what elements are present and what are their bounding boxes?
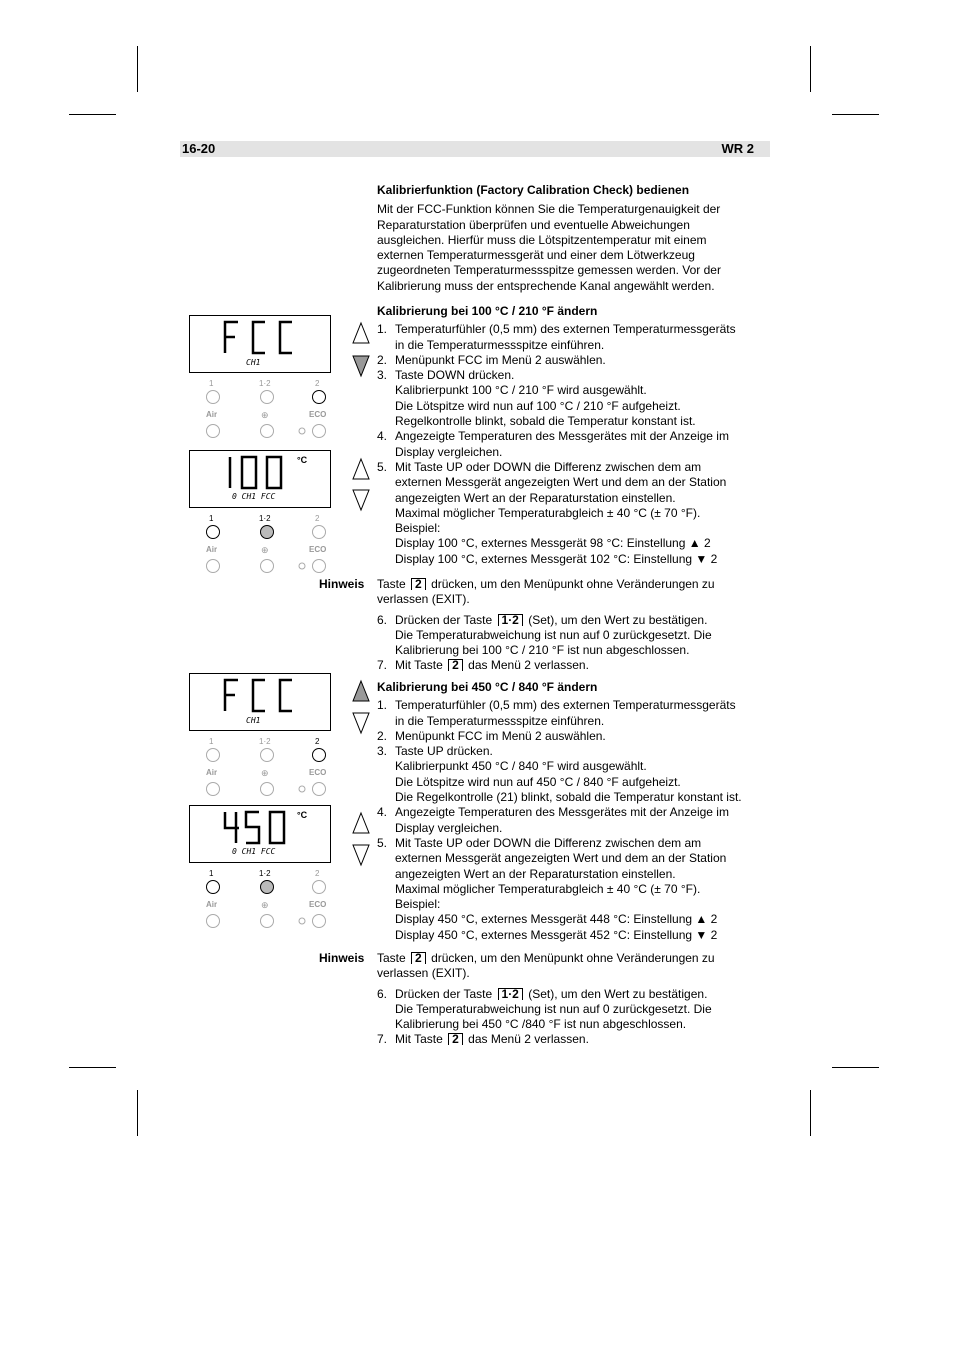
up-arrow-icon (351, 321, 371, 345)
hinweis-label: Hinweis (319, 951, 365, 965)
air-label: Air (206, 900, 218, 909)
text: verlassen (EXIT). (377, 592, 470, 607)
button-panel (189, 376, 339, 440)
key-2-icon: 2 (411, 952, 426, 964)
list-item (377, 836, 772, 943)
list-item (377, 353, 772, 368)
key-label-1: 1 (209, 379, 214, 388)
item-number: 6. (377, 612, 388, 627)
item-line: externen Messgerät angezeigten Wert und dem an der Station (395, 475, 727, 490)
key-label-2: 2 (315, 869, 320, 878)
crop-mark (137, 46, 138, 92)
list-item (377, 658, 772, 673)
lcd-display-450 (189, 805, 331, 863)
button-panel (189, 511, 339, 575)
lcd-subtext: CH1 (246, 716, 261, 725)
lcd-subtext: 0 CH1 FCC (232, 847, 276, 856)
vacuum-icon: ⊕ (261, 410, 269, 420)
section-450 (377, 680, 772, 943)
list-item (377, 744, 772, 805)
text: Taste (377, 577, 406, 591)
down-arrow-icon (351, 711, 371, 735)
text: Drücken der Taste (395, 986, 493, 1001)
crop-mark (810, 1090, 811, 1136)
item-line: Mit Taste UP oder DOWN die Differenz zwischen dem am (395, 835, 702, 850)
intro-line: ausgleichen. Hierfür muss die Lötspitzentemperatur mit einem (377, 232, 707, 247)
item-line: Kalibrierpunkt 450 °C / 840 °F wird ausgewählt. (395, 759, 647, 774)
item-line: Beispiel: (395, 897, 441, 912)
key-label-12: 1·2 (259, 379, 271, 388)
eco-label: ECO (309, 545, 327, 554)
air-label: Air (206, 768, 218, 777)
key-2-icon: 2 (411, 578, 426, 590)
hinweis-100 (377, 577, 772, 674)
list-item (377, 1032, 772, 1047)
section-100 (377, 304, 772, 567)
item-line: Die Regelkontrolle (21) blinkt, sobald die Temperatur konstant ist. (395, 790, 742, 805)
intro-line: zugeordneten Temperaturmessspitze gemessen werden. Vor der (377, 263, 721, 278)
lcd-subtext: CH1 (246, 358, 261, 367)
item-line: Temperaturfühler (0,5 mm) des externen Temperaturmessgeräts (395, 322, 736, 337)
item-number: 1. (377, 698, 388, 713)
list-item (377, 698, 772, 729)
key-2-icon: 2 (448, 1033, 463, 1045)
lcd-unit: °C (297, 810, 308, 820)
eco-label: ECO (309, 900, 327, 909)
up-arrow-icon (351, 811, 371, 835)
vacuum-icon: ⊕ (261, 545, 269, 555)
item-line: angezeigten Wert an der Reparaturstation einstellen. (395, 866, 676, 881)
model-name: WR 2 (721, 141, 754, 156)
lcd-unit: °C (297, 455, 308, 465)
hinweis-label: Hinweis (319, 577, 365, 591)
item-line: Menüpunkt FCC im Menü 2 auswählen. (395, 352, 606, 367)
intro-line: Reparaturstation überprüfen und eventuelle Abweichungen (377, 217, 690, 232)
text: Kalibrierung bei 100 °C / 210 °F ist nun abgeschlossen. (395, 643, 690, 658)
text: Taste (377, 951, 406, 965)
section-title: Kalibrierung bei 450 °C / 840 °F ändern (377, 680, 598, 694)
intro-title: Kalibrierfunktion (Factory Calibration Check) bedienen (377, 183, 690, 197)
button-panel (189, 734, 339, 798)
key-label-1: 1 (209, 737, 214, 746)
crop-mark (69, 1067, 116, 1068)
list-item (377, 429, 772, 460)
eco-label: ECO (309, 410, 327, 419)
text: (Set), um den Wert zu bestätigen. (528, 612, 708, 627)
page-number: 16-20 (182, 141, 216, 156)
list-item (377, 805, 772, 836)
vacuum-icon: ⊕ (261, 900, 269, 910)
item-number: 6. (377, 986, 388, 1001)
text: Die Temperaturabweichung ist nun auf 0 zurückgesetzt. Die (395, 627, 712, 642)
list-item (377, 368, 772, 429)
item-number: 7. (377, 658, 388, 673)
item-line: Mit Taste UP oder DOWN die Differenz zwischen dem am (395, 459, 702, 474)
list-item (377, 322, 772, 353)
item-line: Display 450 °C, externes Messgerät 448 °C: Einstellung ▲ 2 (395, 912, 718, 927)
key-label-12: 1·2 (259, 514, 271, 523)
air-label: Air (206, 410, 218, 419)
text: Drücken der Taste (395, 612, 493, 627)
list-item (377, 729, 772, 744)
crop-mark (69, 114, 116, 115)
text: Kalibrierung bei 450 °C /840 °F ist nun abgeschlossen. (395, 1017, 687, 1032)
section-title: Kalibrierung bei 100 °C / 210 °F ändern (377, 304, 598, 318)
down-arrow-icon (351, 354, 371, 378)
item-number: 4. (377, 805, 388, 820)
item-line: Display 100 °C, externes Messgerät 98 °C: Einstellung ▲ 2 (395, 536, 711, 551)
key-2-icon: 2 (448, 659, 463, 671)
item-line: Angezeigte Temperaturen des Messgerätes mit der Anzeige im (395, 805, 729, 820)
item-line: externen Messgerät angezeigten Wert und dem an der Station (395, 851, 727, 866)
key-label-2: 2 (315, 514, 320, 523)
up-arrow-icon (351, 457, 371, 481)
item-line: angezeigten Wert an der Reparaturstation einstellen. (395, 490, 676, 505)
item-line: Display vergleichen. (395, 444, 503, 459)
vacuum-icon: ⊕ (261, 768, 269, 778)
air-label: Air (206, 545, 218, 554)
text: drücken, um den Menüpunkt ohne Veränderungen zu (431, 951, 715, 965)
item-number: 3. (377, 368, 388, 383)
down-arrow-icon (351, 488, 371, 512)
text: Mit Taste (395, 1032, 443, 1047)
list-item (377, 613, 772, 659)
item-number: 7. (377, 1032, 388, 1047)
item-line: Regelkontrolle blinkt, sobald die Temperatur konstant ist. (395, 414, 696, 429)
item-line: Display vergleichen. (395, 820, 503, 835)
key-12-icon: 1·2 (498, 988, 523, 1000)
text: verlassen (EXIT). (377, 966, 470, 981)
lcd-display-fcc (189, 315, 331, 373)
text: das Menü 2 verlassen. (468, 658, 589, 673)
key-label-1: 1 (209, 514, 214, 523)
item-line: in die Temperaturmessspitze einführen. (395, 713, 605, 728)
item-line: Menüpunkt FCC im Menü 2 auswählen. (395, 728, 606, 743)
key-label-2: 2 (315, 379, 320, 388)
crop-mark (810, 46, 811, 92)
item-line: Taste UP drücken. (395, 744, 493, 759)
item-number: 5. (377, 459, 388, 474)
item-line: Kalibrierpunkt 100 °C / 210 °F wird ausgewählt. (395, 383, 647, 398)
page-header (180, 141, 770, 157)
list-item (377, 460, 772, 567)
intro-line: externen Temperaturmessgerät und einer dem Lötwerkzeug (377, 248, 695, 263)
item-line: Display 100 °C, externes Messgerät 102 °C: Einstellung ▼ 2 (395, 551, 718, 566)
item-number: 5. (377, 835, 388, 850)
item-number: 2. (377, 352, 388, 367)
item-number: 3. (377, 744, 388, 759)
list-item (377, 987, 772, 1033)
text: (Set), um den Wert zu bestätigen. (528, 986, 708, 1001)
item-line: Maximal möglicher Temperaturabgleich ± 40 °C (± 70 °F). (395, 881, 701, 896)
item-line: Beispiel: (395, 521, 441, 536)
crop-mark (137, 1090, 138, 1136)
crop-mark (832, 114, 879, 115)
intro-section (377, 183, 772, 294)
eco-label: ECO (309, 768, 327, 777)
item-number: 1. (377, 322, 388, 337)
item-line: Maximal möglicher Temperaturabgleich ± 40 °C (± 70 °F). (395, 505, 701, 520)
item-line: in die Temperaturmessspitze einführen. (395, 337, 605, 352)
lcd-subtext: 0 CH1 FCC (232, 492, 276, 501)
item-line: Die Lötspitze wird nun auf 100 °C / 210 °F aufgeheizt. (395, 398, 681, 413)
key-12-icon: 1·2 (498, 614, 523, 626)
intro-line: Mit der FCC-Funktion können Sie die Temperaturgenauigkeit der (377, 202, 721, 217)
item-number: 2. (377, 728, 388, 743)
button-panel (189, 866, 339, 930)
lcd-display-fcc (189, 673, 331, 731)
text: Die Temperaturabweichung ist nun auf 0 zurückgesetzt. Die (395, 1001, 712, 1016)
item-number: 4. (377, 429, 388, 444)
item-line: Temperaturfühler (0,5 mm) des externen Temperaturmessgeräts (395, 698, 736, 713)
item-line: Angezeigte Temperaturen des Messgerätes mit der Anzeige im (395, 429, 729, 444)
key-label-2: 2 (315, 737, 320, 746)
crop-mark (832, 1067, 879, 1068)
down-arrow-icon (351, 843, 371, 867)
lcd-display-100 (189, 450, 331, 508)
text: Mit Taste (395, 658, 443, 673)
key-label-12: 1·2 (259, 737, 271, 746)
hinweis-450 (377, 951, 772, 1048)
up-arrow-icon (351, 679, 371, 703)
key-label-1: 1 (209, 869, 214, 878)
item-line: Taste DOWN drücken. (395, 368, 515, 383)
key-label-12: 1·2 (259, 869, 271, 878)
intro-line: Kalibrierung muss der entsprechende Kanal angewählt werden. (377, 278, 715, 293)
item-line: Display 450 °C, externes Messgerät 452 °C: Einstellung ▼ 2 (395, 927, 718, 942)
text: drücken, um den Menüpunkt ohne Veränderungen zu (431, 577, 715, 591)
text: das Menü 2 verlassen. (468, 1032, 589, 1047)
item-line: Die Lötspitze wird nun auf 450 °C / 840 °F aufgeheizt. (395, 774, 681, 789)
